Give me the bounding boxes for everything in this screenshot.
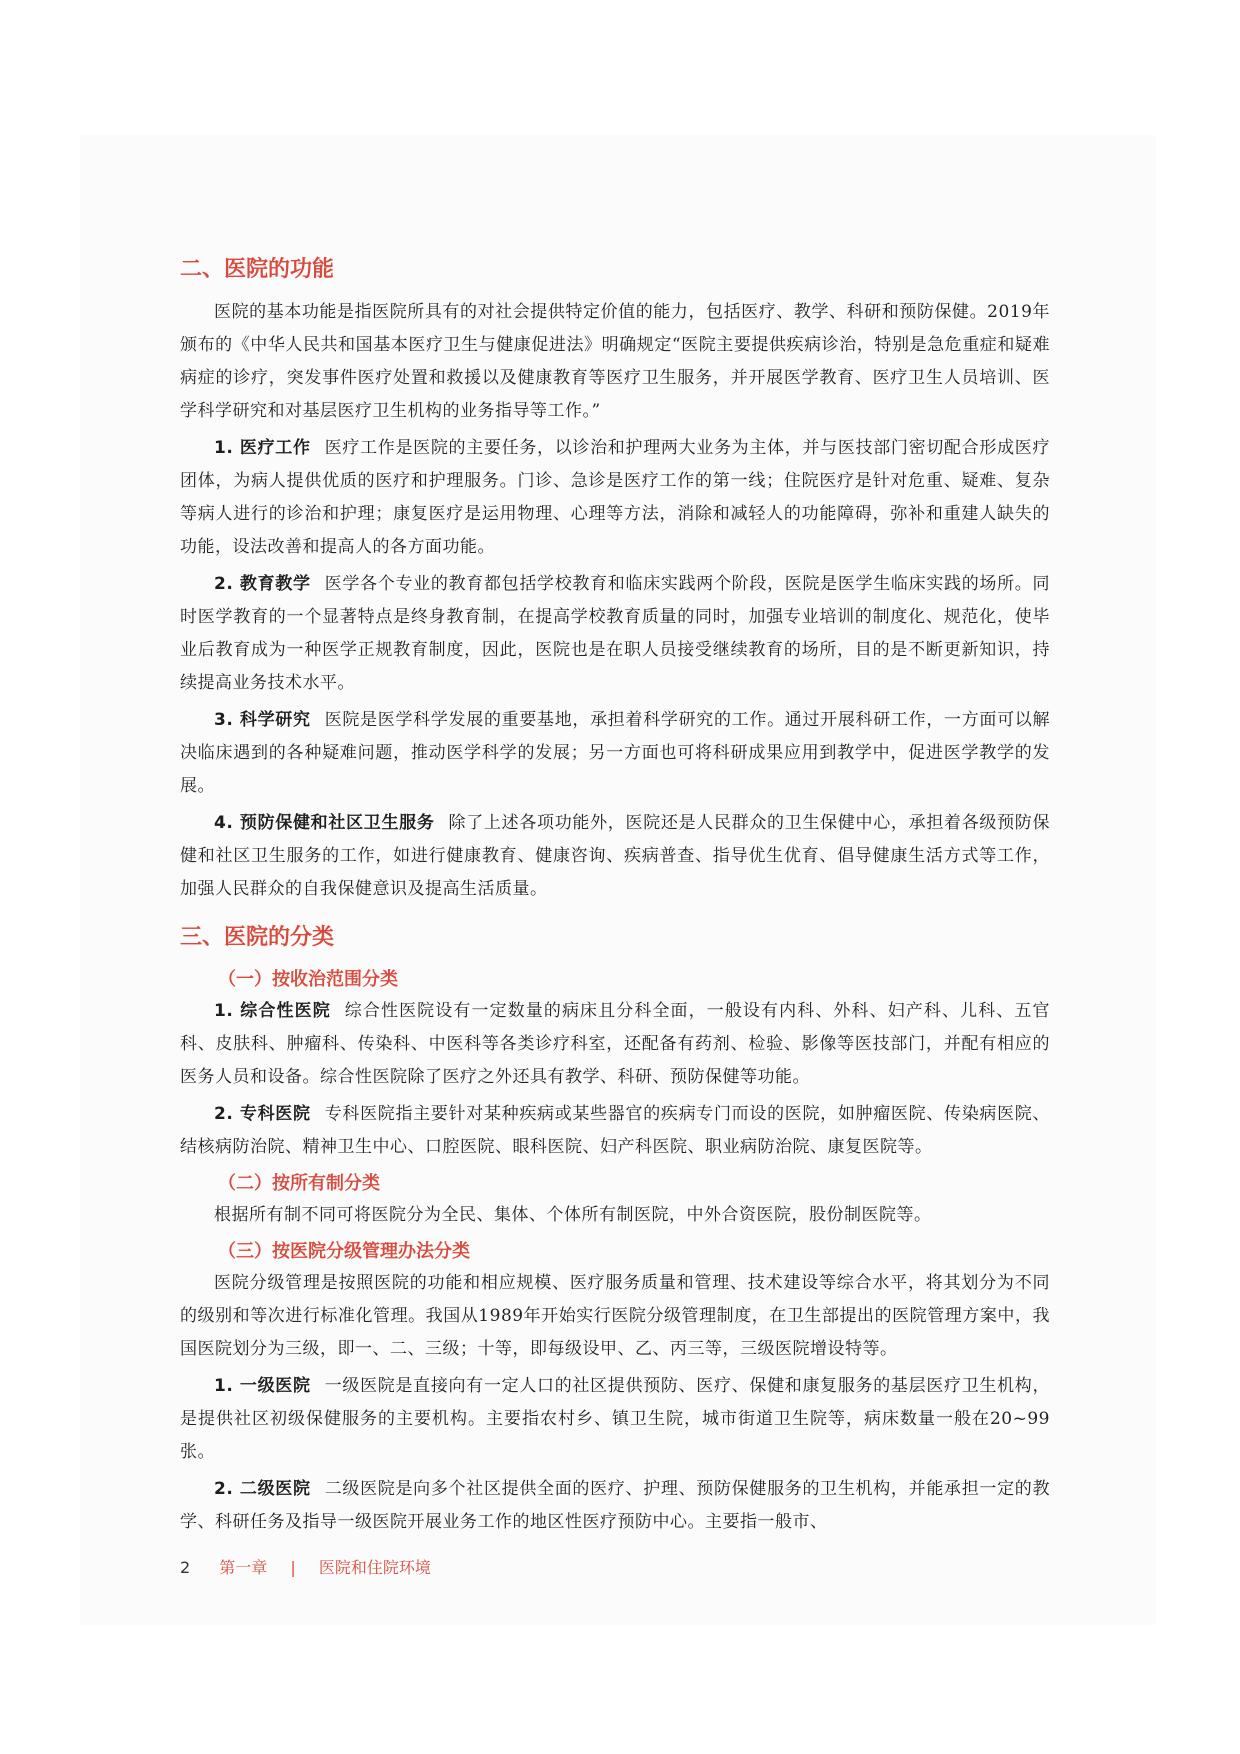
item-lead-specialty-hospital: 2. 专科医院 <box>214 1104 311 1124</box>
paragraph-prevention <box>180 807 1050 906</box>
subheading-by-grading: （三）按医院分级管理办法分类 <box>218 1241 470 1262</box>
item-text-prevention: 除了上述各项功能外，医院还是人民群众的卫生保健中心，承担着各级预防保健和社区卫生服务的工作，如进行健康教育、健康咨询、疾病普查、指导优生优育、倡导健康生活方式等工作，加强人民群众的自我保健意识及提高生活质量。 <box>180 813 1050 899</box>
item-text-general-hospital: 综合性医院设有一定数量的病床且分科全面，一般设有内科、外科、妇产科、儿科、五官科、皮肤科、肿瘤科、传染科、中医科等各类诊疗科室，还配备有药剂、检验、影像等医技部门，并配有相应的医务人员和设备。综合性医院除了医疗之外还具有教学、科研、预防保健等功能。 <box>180 1001 1050 1087</box>
item-lead-medical-work: 1. 医疗工作 <box>214 438 311 458</box>
section-heading-hospital-functions: 二、医院的功能 <box>180 257 335 282</box>
subheading-by-scope: （一）按收治范围分类 <box>218 969 398 990</box>
paragraph-primary-hospital <box>180 1370 1050 1469</box>
paragraph-specialty-hospital <box>180 1098 1050 1164</box>
paragraph-functions-intro: 医院的基本功能是指医院所具有的对社会提供特定价值的能力，包括医疗、教学、科研和预防保健。2019年颁布的《中华人民共和国基本医疗卫生与健康促进法》明确规定“医院主要提供疾病诊治，特别是急危重症和疑难病症的诊疗，突发事件医疗处置和救援以及健康教育等医疗卫生服务，并开展医学教育、医疗卫生人员培训、医学科学研究和对基层医疗卫生机构的业务指导等工作。” <box>180 302 1050 421</box>
item-text-specialty-hospital: 专科医院指主要针对某种疾病或某些器官的疾病专门而设的医院，如肿瘤医院、传染病医院、结核病防治院、精神卫生中心、口腔医院、眼科医院、妇产科医院、职业病防治院、康复医院等。 <box>180 1104 1050 1157</box>
footer-chapter: 第一章 <box>219 1558 268 1577</box>
paragraph-secondary-hospital <box>180 1473 1050 1539</box>
item-lead-research: 3. 科学研究 <box>214 710 311 730</box>
paragraph-ownership: 根据所有制不同可将医院分为全民、集体、个体所有制医院，中外合资医院，股份制医院等。 <box>214 1205 932 1225</box>
page-content <box>180 252 1050 1543</box>
item-text-education: 医学各个专业的教育都包括学校教育和临床实践两个阶段，医院是医学生临床实践的场所。同时医学教育的一个显著特点是终身教育制，在提高学校教育质量的同时，加强专业培训的制度化、规范化，使毕业后教育成为一种医学正规教育制度，因此，医院也是在职人员接受继续教育的场所，目的是不断更新知识，持续提高业务技术水平。 <box>180 574 1050 693</box>
section-heading-hospital-classification: 三、医院的分类 <box>180 925 335 950</box>
item-text-research: 医院是医学科学发展的重要基地，承担着科学研究的工作。通过开展科研工作，一方面可以解决临床遇到的各种疑难问题，推动医学科学的发展；另一方面也可将科研成果应用到教学中，促进医学教学的发展。 <box>180 710 1050 796</box>
item-lead-prevention: 4. 预防保健和社区卫生服务 <box>214 813 435 833</box>
footer-separator: | <box>290 1558 296 1577</box>
item-text-secondary-hospital: 二级医院是向多个社区提供全面的医疗、护理、预防保健服务的卫生机构，并能承担一定的教学、科研任务及指导一级医院开展业务工作的地区性医疗预防中心。主要指一般市、 <box>180 1479 1050 1532</box>
item-lead-education: 2. 教育教学 <box>214 574 311 594</box>
item-lead-secondary-hospital: 2. 二级医院 <box>214 1479 311 1499</box>
item-lead-general-hospital: 1. 综合性医院 <box>214 1001 331 1021</box>
item-lead-primary-hospital: 1. 一级医院 <box>214 1376 311 1396</box>
paragraph-education <box>180 568 1050 700</box>
item-text-primary-hospital: 一级医院是直接向有一定人口的社区提供预防、医疗、保健和康复服务的基层医疗卫生机构，是提供社区初级保健服务的主要机构。主要指农村乡、镇卫生院，城市街道卫生院等，病床数量一般在20~99张。 <box>180 1376 1050 1462</box>
book-page <box>80 135 1156 1625</box>
page-footer <box>180 1555 431 1578</box>
footer-chapter-title: 医院和住院环境 <box>318 1558 431 1577</box>
paragraph-grading-intro: 医院分级管理是按照医院的功能和相应规模、医疗服务质量和管理、技术建设等综合水平，将其划分为不同的级别和等次进行标准化管理。我国从1989年开始实行医院分级管理制度，在卫生部提出的医院管理方案中，我国医院划分为三级，即一、二、三级；十等，即每级设甲、乙、丙三等，三级医院增设特等。 <box>180 1273 1050 1359</box>
paragraph-medical-work <box>180 432 1050 564</box>
page-number: 2 <box>180 1558 191 1577</box>
paragraph-research <box>180 704 1050 803</box>
subheading-by-ownership: （二）按所有制分类 <box>218 1173 380 1194</box>
paragraph-general-hospital <box>180 995 1050 1094</box>
item-text-medical-work: 医疗工作是医院的主要任务，以诊治和护理两大业务为主体，并与医技部门密切配合形成医疗团体，为病人提供优质的医疗和护理服务。门诊、急诊是医疗工作的第一线；住院医疗是针对危重、疑难、复杂等病人进行的诊治和护理；康复医疗是运用物理、心理等方法，消除和减轻人的功能障碍，弥补和重建人缺失的功能，设法改善和提高人的各方面功能。 <box>180 438 1050 557</box>
